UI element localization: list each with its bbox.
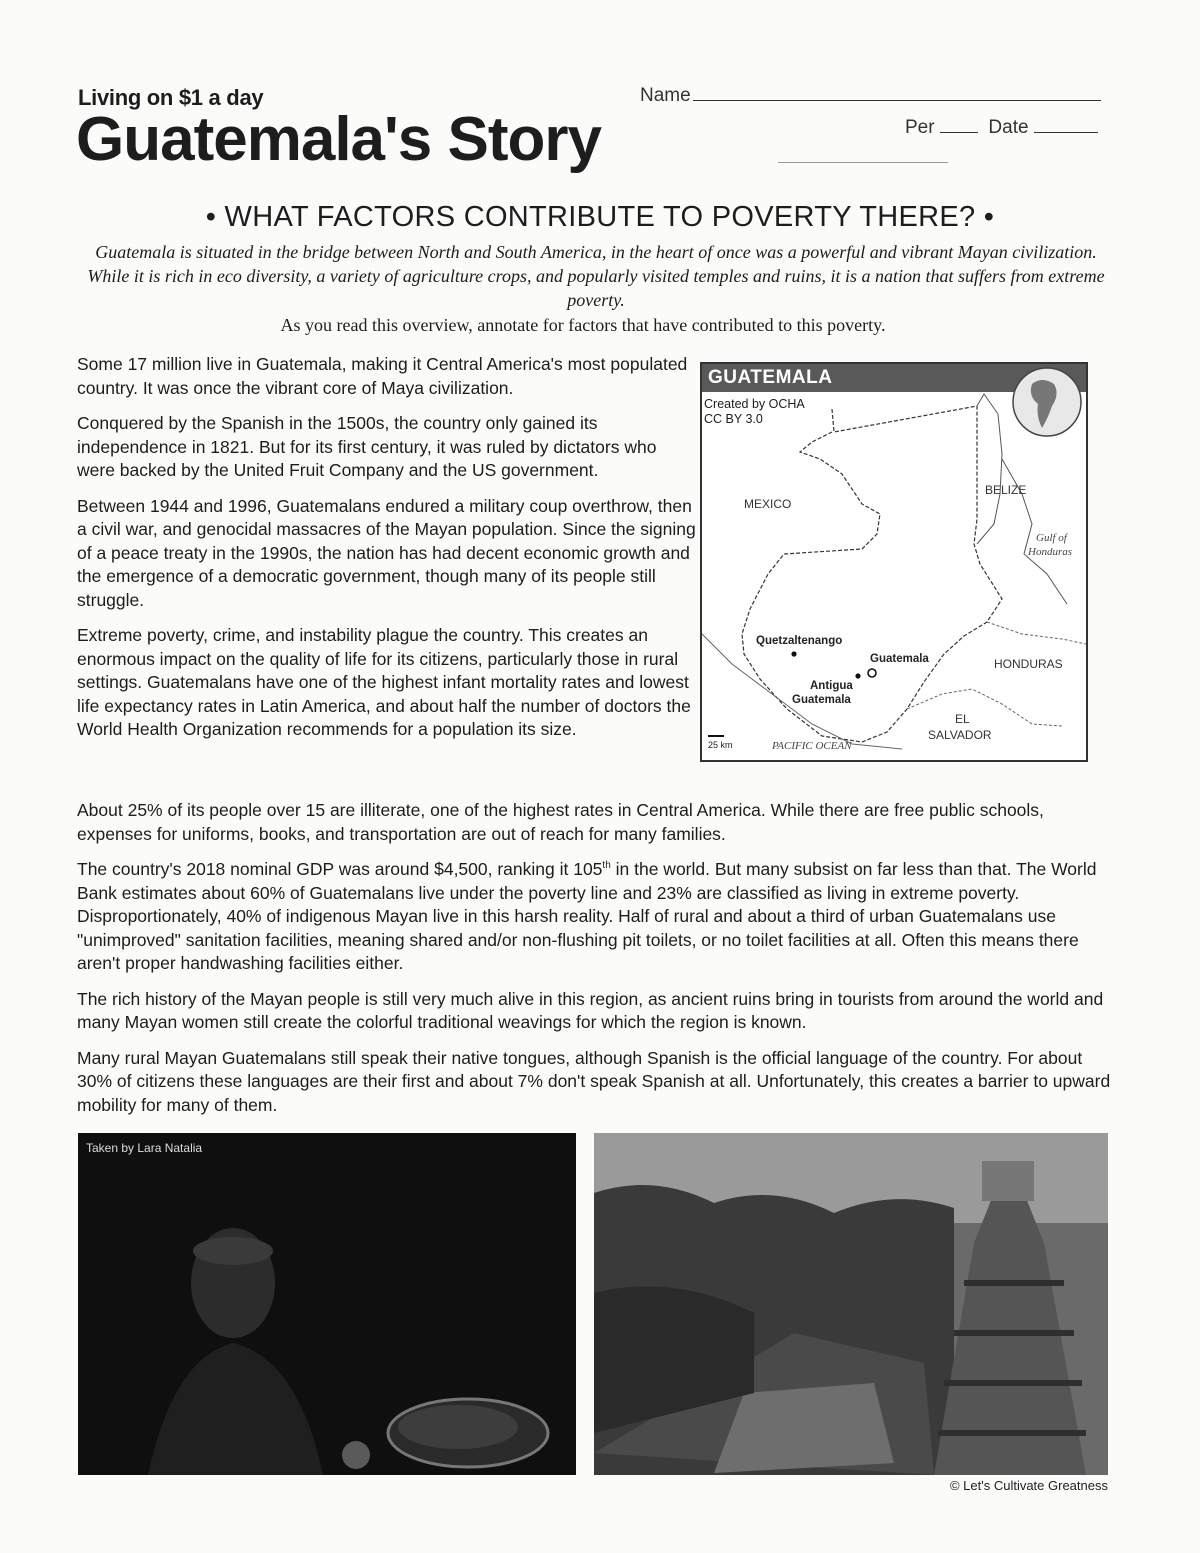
el-salvador-label-line2: SALVADOR: [928, 728, 992, 742]
map-title: GUATEMALA: [708, 367, 833, 388]
poverty-text: in the world. But many subsist on far less than that. The World Bank estimates about 60% of Guatemalans live under the poverty line and 23% are classified as living in extreme poverty. Disproportionately, 40% of indigenous Mayan live in this harsh reality. Half of rural and about a third of urban Guatemalans use "unimproved" sanitation facilities, meaning shared and/or non-flushing pit toilets, or no toilet facilities at all. Often this means there aren't proper handwashing facilities either.: [77, 859, 1097, 973]
name-field[interactable]: [640, 84, 1101, 107]
temple-photo: [594, 1133, 1108, 1475]
antigua-label-line1: Antigua: [810, 680, 853, 692]
ordinal-suffix: th: [602, 860, 611, 872]
column-paragraph: Conquered by the Spanish in the 1500s, the country only gained its independence in 1821. But for its first century, it was ruled by dictators who were backed by the United Fruit Company and the US government.: [77, 413, 657, 480]
name-blank-line[interactable]: [693, 84, 1101, 101]
kicker-text: Living on $1 a day: [78, 85, 264, 110]
guatemala-city-label: Guatemala: [870, 653, 929, 665]
map-credit-line: Created by OCHA: [704, 397, 805, 411]
reading-instruction: As you read this overview, annotate for factors that have contributed to this poverty.: [280, 315, 886, 335]
body-text: [77, 799, 1117, 1129]
intro-paragraph: Guatemala is situated in the bridge between North and South America, in the heart of once was a powerful and vibrant Mayan civilization. While it is rich in eco diversity, a variety of agriculture crops, and popularly visited temples and ruins, it is a nation that suffers from extreme poverty.: [87, 242, 1105, 310]
gulf-label-line2: Honduras: [1028, 546, 1073, 558]
honduras-border: [987, 622, 1086, 644]
column-paragraph: Extreme poverty, crime, and instability plague the country. This creates an enormous impact on the quality of life for its citizens, particularly those in rural settings. Guatemalans have one of the highest infant mortality rates and lowest life expectancy rates in Latin America, and about half the number of doctors the World Health Organization recommends for a population its size.: [77, 625, 691, 739]
body-paragraph: [77, 858, 1117, 976]
date-label: Date: [988, 117, 1029, 138]
per-label: Per: [905, 117, 935, 138]
gulf-label-line1: Gulf of: [1036, 532, 1067, 544]
belize-label: BELIZE: [985, 483, 1027, 497]
column-paragraph: Between 1944 and 1996, Guatemalans endured a military coup overthrow, then a civil war, and genocidal massacres of the Mayan population. Since the signing of a peace treaty in the 1990s, the nation has had decent economic growth and the emergence of a democratic government, though many of its people still struggle.: [77, 495, 696, 610]
quetzaltenango-dot: [791, 651, 796, 656]
antigua-dot: [855, 673, 860, 678]
page-title: Guatemala's Story: [76, 105, 601, 174]
body-paragraph: Many rural Mayan Guatemalans still speak their native tongues, although Spanish is the official language of the country. For about 30% of citizens these languages are their first and about 7% don't speak Spanish at all. Unfortunately, this creates a barrier to upward mobility for many of them.: [77, 1047, 1111, 1115]
body-paragraph: About 25% of its people over 15 are illiterate, one of the highest rates in Central America. While there are free public schools, expenses for uniforms, books, and transportation are out of reach for many families.: [77, 800, 1044, 844]
gdp-text: The country's 2018 nominal GDP was around $4,500, ranking it 105: [77, 859, 603, 879]
guatemala-map: [700, 362, 1088, 762]
honduras-label: HONDURAS: [994, 657, 1063, 671]
quetzaltenango-label: Quetzaltenango: [756, 635, 843, 647]
mexico-label: MEXICO: [744, 497, 792, 511]
copyright-notice: © Let's Cultivate Greatness: [949, 1478, 1108, 1493]
guiding-question: • WHAT FACTORS CONTRIBUTE TO POVERTY THERE? •: [205, 201, 995, 233]
antigua-label-line2: Guatemala: [792, 694, 851, 706]
country-border: [742, 406, 1002, 742]
name-label: Name: [640, 85, 691, 106]
left-column: [77, 353, 697, 754]
el-salvador-label-line1: EL: [955, 712, 970, 726]
map-credit-line: CC BY 3.0: [704, 412, 763, 426]
per-date-fields: [905, 116, 1098, 139]
column-paragraph: Some 17 million live in Guatemala, making it Central America's most populated country. It was once the vibrant core of Maya civilization.: [77, 354, 688, 398]
per-blank-line[interactable]: [940, 116, 978, 133]
map-credit: [704, 397, 805, 427]
capital-marker-icon: [868, 669, 876, 677]
portrait-photo-art: [78, 1133, 576, 1475]
portrait-photo: [78, 1133, 576, 1475]
pacific-ocean-label: PACIFIC OCEAN: [772, 740, 852, 752]
title-underline: [778, 162, 948, 163]
body-paragraph: The rich history of the Mayan people is still very much alive in this region, as ancient ruins bring in tourists from around the world and many Mayan women still create the colorful traditional weavings for which the region is known.: [77, 988, 1104, 1032]
el-salvador-border: [907, 689, 1062, 726]
pacific-coast: [702, 634, 902, 749]
temple-photo-art: [594, 1133, 1108, 1475]
scale-label: 25 km: [708, 740, 733, 750]
belize-border: [977, 394, 1002, 544]
photo-credit: Taken by Lara Natalia: [86, 1141, 203, 1155]
date-blank-line[interactable]: [1034, 116, 1098, 133]
